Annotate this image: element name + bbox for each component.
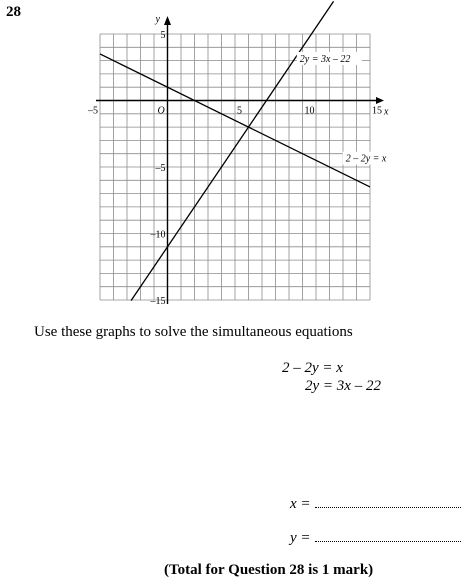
answer-x-row [290,496,461,513]
answer-x-field[interactable] [315,497,461,508]
x-tick-label: –5 [88,105,98,117]
answer-x-label: x = [290,496,311,512]
equation-2: 2y = 3x – 22 [305,378,381,394]
equation-1: 2 – 2y = x [282,360,343,376]
x-axis-label: x [384,106,389,118]
x-tick-label: 5 [237,105,242,117]
y-tick-label: –15 [150,296,166,307]
y-tick-label: 5 [160,30,166,41]
question-number: 28 [6,4,21,20]
x-tick-label: 10 [304,105,315,117]
y-tick-label: –5 [155,163,166,174]
answer-y-field[interactable] [315,531,461,542]
x-axis-arrow-icon [376,97,384,104]
series-label: 2y = 3x – 22 [299,53,351,65]
series-label: 2 – 2y = x [345,153,387,165]
origin-label: O [157,105,165,117]
x-tick-label: 15 [372,105,382,117]
series-line [131,1,333,300]
instruction-text: Use these graphs to solve the simultaneous equations [34,324,353,340]
answer-y-label: y = [290,530,311,546]
y-tick-label: –10 [150,229,166,241]
y-axis-label: y [155,14,160,25]
answer-y-row [290,530,461,547]
y-axis-arrow-icon [164,16,171,25]
total-marks: (Total for Question 28 is 1 mark) [164,562,374,578]
